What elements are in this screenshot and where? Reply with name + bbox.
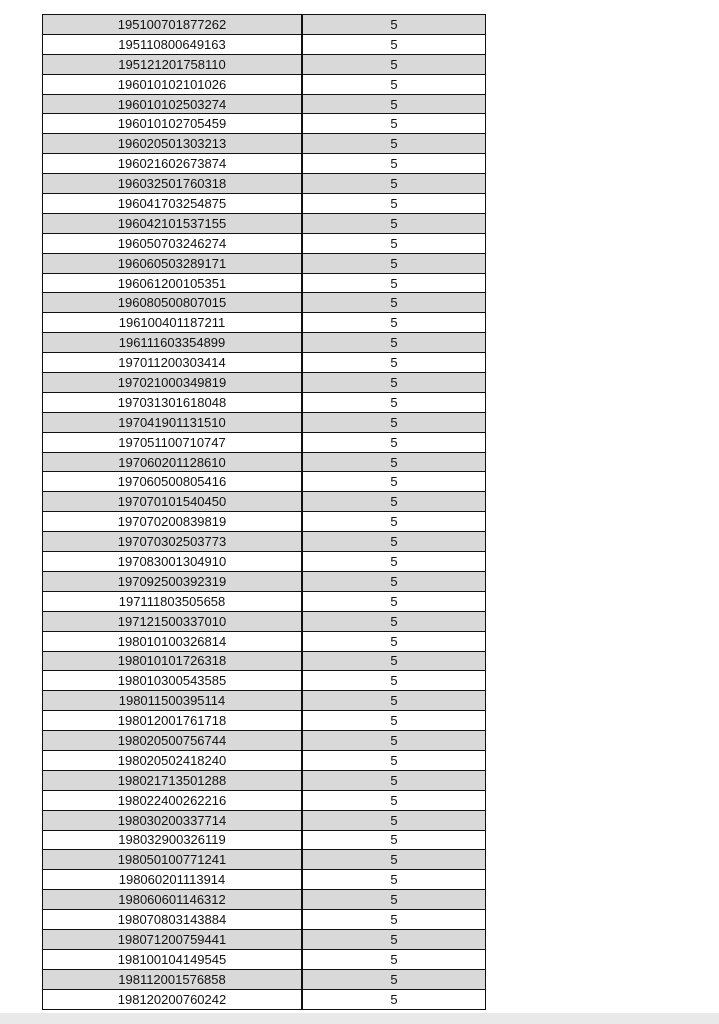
id-cell: 197092500392319: [43, 571, 303, 591]
id-cell: 198071200759441: [43, 929, 303, 949]
table-row: [43, 850, 486, 870]
id-cell: 195100701877262: [43, 15, 303, 35]
value-cell: 5: [302, 273, 486, 293]
value-cell: 5: [302, 552, 486, 572]
table-row: [43, 989, 486, 1009]
value-cell: 5: [302, 134, 486, 154]
id-cell: 196061200105351: [43, 273, 303, 293]
value-cell: 5: [302, 313, 486, 333]
id-cell: 197041901131510: [43, 412, 303, 432]
table-row: [43, 54, 486, 74]
id-cell: 196032501760318: [43, 174, 303, 194]
table-row: [43, 452, 486, 472]
table-row: [43, 890, 486, 910]
table-row: [43, 154, 486, 174]
table-row: [43, 969, 486, 989]
id-cell: 198010100326814: [43, 631, 303, 651]
id-cell: 196060503289171: [43, 253, 303, 273]
id-cell: 198022400262216: [43, 790, 303, 810]
value-cell: 5: [302, 890, 486, 910]
value-cell: 5: [302, 233, 486, 253]
value-cell: 5: [302, 213, 486, 233]
value-cell: 5: [302, 810, 486, 830]
value-cell: 5: [302, 373, 486, 393]
table-row: [43, 929, 486, 949]
table-row: [43, 313, 486, 333]
value-cell: 5: [302, 15, 486, 35]
id-cell: 198021713501288: [43, 770, 303, 790]
id-cell: 195121201758110: [43, 54, 303, 74]
id-cell: 197011200303414: [43, 353, 303, 373]
id-cell: 196010102101026: [43, 74, 303, 94]
id-cell: 197083001304910: [43, 552, 303, 572]
value-cell: 5: [302, 571, 486, 591]
table-row: [43, 373, 486, 393]
value-cell: 5: [302, 711, 486, 731]
id-cell: 196021602673874: [43, 154, 303, 174]
table-row: [43, 472, 486, 492]
id-cell: 196010102705459: [43, 114, 303, 134]
id-cell: 198032900326119: [43, 830, 303, 850]
table-row: [43, 611, 486, 631]
value-cell: 5: [302, 412, 486, 432]
value-cell: 5: [302, 731, 486, 751]
id-cell: 196111603354899: [43, 333, 303, 353]
value-cell: 5: [302, 74, 486, 94]
id-cell: 198060601146312: [43, 890, 303, 910]
value-cell: 5: [302, 174, 486, 194]
table-row: [43, 15, 486, 35]
table-row: [43, 114, 486, 134]
id-cell: 196042101537155: [43, 213, 303, 233]
value-cell: 5: [302, 54, 486, 74]
table-row: [43, 571, 486, 591]
table-row: [43, 174, 486, 194]
value-cell: 5: [302, 432, 486, 452]
table-row: [43, 94, 486, 114]
value-cell: 5: [302, 770, 486, 790]
id-cell: 196041703254875: [43, 194, 303, 214]
value-cell: 5: [302, 949, 486, 969]
value-cell: 5: [302, 830, 486, 850]
value-cell: 5: [302, 333, 486, 353]
value-cell: 5: [302, 691, 486, 711]
table-row: [43, 253, 486, 273]
id-cell: 196010102503274: [43, 94, 303, 114]
id-cell: 198011500395114: [43, 691, 303, 711]
table-row: [43, 333, 486, 353]
id-cell: 196020501303213: [43, 134, 303, 154]
value-cell: 5: [302, 671, 486, 691]
table-row: [43, 512, 486, 532]
value-cell: 5: [302, 870, 486, 890]
id-cell: 197070101540450: [43, 492, 303, 512]
table-row: [43, 432, 486, 452]
table-row: [43, 552, 486, 572]
id-cell: 198050100771241: [43, 850, 303, 870]
table-row: [43, 492, 486, 512]
id-cell: 197121500337010: [43, 611, 303, 631]
id-cell: 198020502418240: [43, 750, 303, 770]
table-row: [43, 731, 486, 751]
table-row: [43, 910, 486, 930]
id-cell: 198112001576858: [43, 969, 303, 989]
id-cell: 197070302503773: [43, 532, 303, 552]
id-cell: 198020500756744: [43, 731, 303, 751]
id-cell: 197031301618048: [43, 392, 303, 412]
table-row: [43, 949, 486, 969]
value-cell: 5: [302, 94, 486, 114]
table-row: [43, 74, 486, 94]
value-cell: 5: [302, 114, 486, 134]
id-cell: 196050703246274: [43, 233, 303, 253]
table-row: [43, 233, 486, 253]
table-row: [43, 34, 486, 54]
value-cell: 5: [302, 353, 486, 373]
id-cell: 197021000349819: [43, 373, 303, 393]
value-cell: 5: [302, 750, 486, 770]
value-cell: 5: [302, 194, 486, 214]
table-body: [43, 15, 486, 1010]
value-cell: 5: [302, 790, 486, 810]
table-row: [43, 750, 486, 770]
id-cell: 196100401187211: [43, 313, 303, 333]
table-row: [43, 711, 486, 731]
table-row: [43, 770, 486, 790]
id-cell: 198100104149545: [43, 949, 303, 969]
table-row: [43, 353, 486, 373]
value-cell: 5: [302, 253, 486, 273]
value-cell: 5: [302, 293, 486, 313]
table-row: [43, 293, 486, 313]
value-cell: 5: [302, 492, 486, 512]
table-row: [43, 412, 486, 432]
table-row: [43, 830, 486, 850]
id-cell: 198120200760242: [43, 989, 303, 1009]
table-row: [43, 671, 486, 691]
table-row: [43, 392, 486, 412]
value-cell: 5: [302, 910, 486, 930]
id-cell: 197060201128610: [43, 452, 303, 472]
table-row: [43, 591, 486, 611]
value-cell: 5: [302, 929, 486, 949]
table-row: [43, 532, 486, 552]
value-cell: 5: [302, 532, 486, 552]
id-cell: 198012001761718: [43, 711, 303, 731]
value-cell: 5: [302, 611, 486, 631]
value-cell: 5: [302, 631, 486, 651]
id-cell: 198010300543585: [43, 671, 303, 691]
id-cell: 196080500807015: [43, 293, 303, 313]
table-row: [43, 134, 486, 154]
table-row: [43, 631, 486, 651]
id-cell: 197060500805416: [43, 472, 303, 492]
id-cell: 198010101726318: [43, 651, 303, 671]
value-cell: 5: [302, 34, 486, 54]
value-cell: 5: [302, 452, 486, 472]
table-row: [43, 213, 486, 233]
id-cell: 197070200839819: [43, 512, 303, 532]
value-cell: 5: [302, 512, 486, 532]
id-cell: 198070803143884: [43, 910, 303, 930]
data-table: [42, 14, 486, 1010]
table-row: [43, 273, 486, 293]
value-cell: 5: [302, 154, 486, 174]
id-cell: 198060201113914: [43, 870, 303, 890]
table-row: [43, 810, 486, 830]
value-cell: 5: [302, 969, 486, 989]
id-cell: 195110800649163: [43, 34, 303, 54]
table-row: [43, 691, 486, 711]
page-bottom-edge: [0, 1013, 719, 1024]
table-row: [43, 194, 486, 214]
value-cell: 5: [302, 651, 486, 671]
id-cell: 198030200337714: [43, 810, 303, 830]
id-cell: 197111803505658: [43, 591, 303, 611]
value-cell: 5: [302, 989, 486, 1009]
value-cell: 5: [302, 850, 486, 870]
value-cell: 5: [302, 591, 486, 611]
table-row: [43, 790, 486, 810]
value-cell: 5: [302, 392, 486, 412]
id-cell: 197051100710747: [43, 432, 303, 452]
table-row: [43, 870, 486, 890]
value-cell: 5: [302, 472, 486, 492]
table-row: [43, 651, 486, 671]
